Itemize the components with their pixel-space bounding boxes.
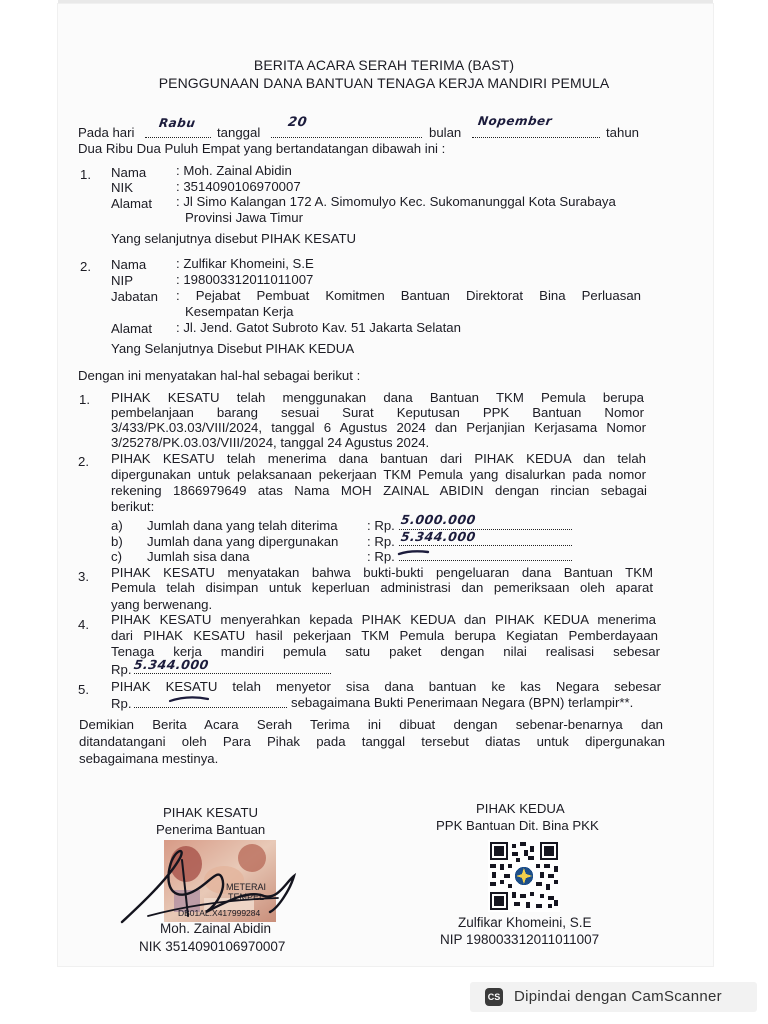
clause4-line1: PIHAK KESATU menyerahkan kepada PIHAK KEDUA dan PIHAK KEDUA menerima <box>111 612 656 627</box>
hari-dotline <box>145 137 211 138</box>
party2-jabatan-value: : Pejabat Pembuat Komitmen Bantuan Direktorat Bina Perluasan <box>176 288 641 303</box>
party2-jabatan-value-2: Kesempatan Kerja <box>185 304 294 319</box>
qr-code-signature <box>488 840 560 912</box>
sign1-name: Moh. Zainal Abidin <box>160 921 272 936</box>
clause2-line4: berikut: <box>111 499 155 514</box>
party2-nip-label: NIP <box>111 273 133 288</box>
clause2-number: 2. <box>78 454 89 469</box>
pada-hari-label: Pada hari <box>78 125 135 140</box>
item-b-dotline <box>399 545 572 546</box>
closing-line1: Demikian Berita Acara Serah Terima ini dibuat dengan sebenar-benarnya dan <box>79 717 663 732</box>
clause5-dotline <box>134 707 287 708</box>
party1-nama-label: Nama <box>111 165 147 180</box>
document-title: BERITA ACARA SERAH TERIMA (BAST) <box>253 57 515 73</box>
party2-nama-label: Nama <box>111 257 147 272</box>
camscanner-badge <box>470 982 757 1012</box>
item-b-text: Jumlah dana yang dipergunakan <box>147 534 339 549</box>
party2-nama-value: : Zulfikar Khomeini, S.E <box>176 256 314 271</box>
item-c-text: Jumlah sisa dana <box>147 549 250 564</box>
hari-handwritten: Rabu <box>158 116 197 130</box>
date-line-2: Dua Ribu Dua Puluh Empat yang bertandatangan dibawah ini : <box>78 141 446 156</box>
stamp-serial: DB01AL.X417999284 <box>178 908 261 918</box>
item-b-label: b) <box>111 534 123 549</box>
tanggal-handwritten: 20 <box>286 115 309 130</box>
item-b-rp: : Rp. <box>367 534 395 549</box>
item-a-rp: : Rp. <box>367 518 395 533</box>
party1-alamat-value: : Jl Simo Kalangan 172 A. Simomulyo Kec. Sukomanunggal Kota Surabaya <box>176 194 616 209</box>
party1-nik-label: NIK <box>111 180 133 195</box>
clause3-line1: PIHAK KESATU menyatakan bahwa bukti-bukti pengeluaran dana Bantuan TKM <box>111 565 653 580</box>
signature-party1 <box>118 838 308 933</box>
clause3-line3: yang berwenang. <box>111 597 213 612</box>
sign1-role: PIHAK KESATU <box>163 805 259 820</box>
party2-jabatan-label: Jabatan <box>111 289 158 304</box>
intro-text: Dengan ini menyatakan hal-hal sebagai berikut : <box>78 368 361 383</box>
sign1-id: NIK 3514090106970007 <box>139 939 286 954</box>
party2-nip-value: : 198003312011011007 <box>176 272 314 287</box>
item-a-handwritten: 5.000.000 <box>399 512 477 527</box>
camscanner-text: Dipindai dengan CamScanner <box>514 988 722 1005</box>
clause2-line2: dipergunakan untuk pelaksanaan pekerjaan TKM Pemula yang disalurkan pada nomor <box>111 467 646 482</box>
clause4-rp: Rp. <box>111 662 132 677</box>
party1-nik-value: : 3514090106970007 <box>176 179 301 194</box>
clause1-line1: PIHAK KESATU telah menggunakan dana Bantuan TKM Pemula berupa <box>111 390 644 405</box>
bulan-label: bulan <box>429 125 462 140</box>
clause1-line3: 3/433/PK.03.03/VIII/2024, tanggal 6 Agustus 2024 dan Perjanjian Kerjasama Nomor <box>111 420 646 435</box>
item-a-label: a) <box>111 518 123 533</box>
clause3-line2: Pemula telah disimpan untuk keperluan administrasi dan pemeriksaan oleh aparat <box>111 580 653 595</box>
party2-alamat-value: : Jl. Jend. Gatot Subroto Kav. 51 Jakarta Selatan <box>176 320 461 335</box>
stamp-text-tempel: TEMPEL <box>228 892 265 902</box>
sign2-role: PIHAK KEDUA <box>476 801 565 816</box>
party2-number: 2. <box>80 259 91 274</box>
clause3-number: 3. <box>78 569 89 584</box>
clause5-line1: PIHAK KESATU telah menyetor sisa dana bantuan ke kas Negara sebesar <box>111 679 661 694</box>
stamp-text-meterai: METERAI <box>226 882 267 892</box>
item-c-rp: : Rp. <box>367 549 395 564</box>
item-a-text: Jumlah dana yang telah diterima <box>147 518 338 533</box>
bulan-handwritten: Nopember <box>477 114 554 128</box>
clause5-rp: Rp. <box>111 696 132 711</box>
clause4-line2: dari PIHAK KESATU hasil pekerjaan TKM Pemula berupa Kegiatan Pemberdayaan <box>111 628 658 643</box>
party1-nama-value: : Moh. Zainal Abidin <box>176 163 292 178</box>
item-b-handwritten: 5.344.000 <box>399 529 477 544</box>
party1-alamat-label: Alamat <box>111 196 153 211</box>
clause1-line2: pembelanjaan barang sesuai Surat Keputusan PPK Bantuan Nomor <box>111 405 644 420</box>
party1-alamat-value-2: Provinsi Jawa Timur <box>185 210 303 225</box>
closing-line2: ditandatangani oleh Para Pihak pada tanggal tersebut diatas untuk dipergunakan <box>79 734 665 749</box>
clause4-number: 4. <box>78 617 89 632</box>
party1-number: 1. <box>80 167 91 182</box>
sign2-name: Zulfikar Khomeini, S.E <box>458 915 592 930</box>
clause4-dotline <box>134 673 331 674</box>
clause5-dash-mark <box>168 693 210 705</box>
clause1-line4: 3/25278/PK.03.03/VIII/2024, tanggal 24 Agustus 2024. <box>111 435 430 450</box>
closing-line3: sebagaimana mestinya. <box>79 751 219 766</box>
party1-note: Yang selanjutnya disebut PIHAK KESATU <box>111 231 357 246</box>
clause4-line3: Tenaga kerja mandiri pemula satu paket dengan nilai realisasi sebesar <box>111 644 660 659</box>
tanggal-dotline <box>271 137 422 138</box>
document-subtitle: PENGGUNAAN DANA BANTUAN TENAGA KERJA MANDIRI PEMULA <box>158 75 610 91</box>
party2-alamat-label: Alamat <box>111 321 153 336</box>
item-c-dash-mark <box>397 548 431 558</box>
sign1-subrole: Penerima Bantuan <box>156 822 266 837</box>
clause5-number: 5. <box>78 682 89 697</box>
clause1-number: 1. <box>79 392 90 407</box>
clause5-line2: sebagaimana Bukti Penerimaan Negara (BPN) terlampir**. <box>291 695 634 710</box>
tahun-label: tahun <box>606 125 640 140</box>
clause2-line3: rekening 1866979649 atas Nama MOH ZAINAL ABIDIN dengan rincian sebagai <box>111 483 647 498</box>
party2-note: Yang Selanjutnya Disebut PIHAK KEDUA <box>111 341 355 356</box>
camscanner-logo-icon: CS <box>485 988 503 1006</box>
sign2-subrole: PPK Bantuan Dit. Bina PKK <box>436 818 599 833</box>
clause4-handwritten: 5.344.000 <box>132 657 210 672</box>
sign2-id: NIP 198003312011011007 <box>440 932 600 947</box>
bulan-dotline <box>472 137 600 138</box>
clause2-line1: PIHAK KESATU telah menerima dana bantuan dari PIHAK KEDUA dan telah <box>111 451 646 466</box>
item-c-dotline <box>399 560 572 561</box>
item-c-label: c) <box>111 549 122 564</box>
tanggal-label: tanggal <box>217 125 261 140</box>
